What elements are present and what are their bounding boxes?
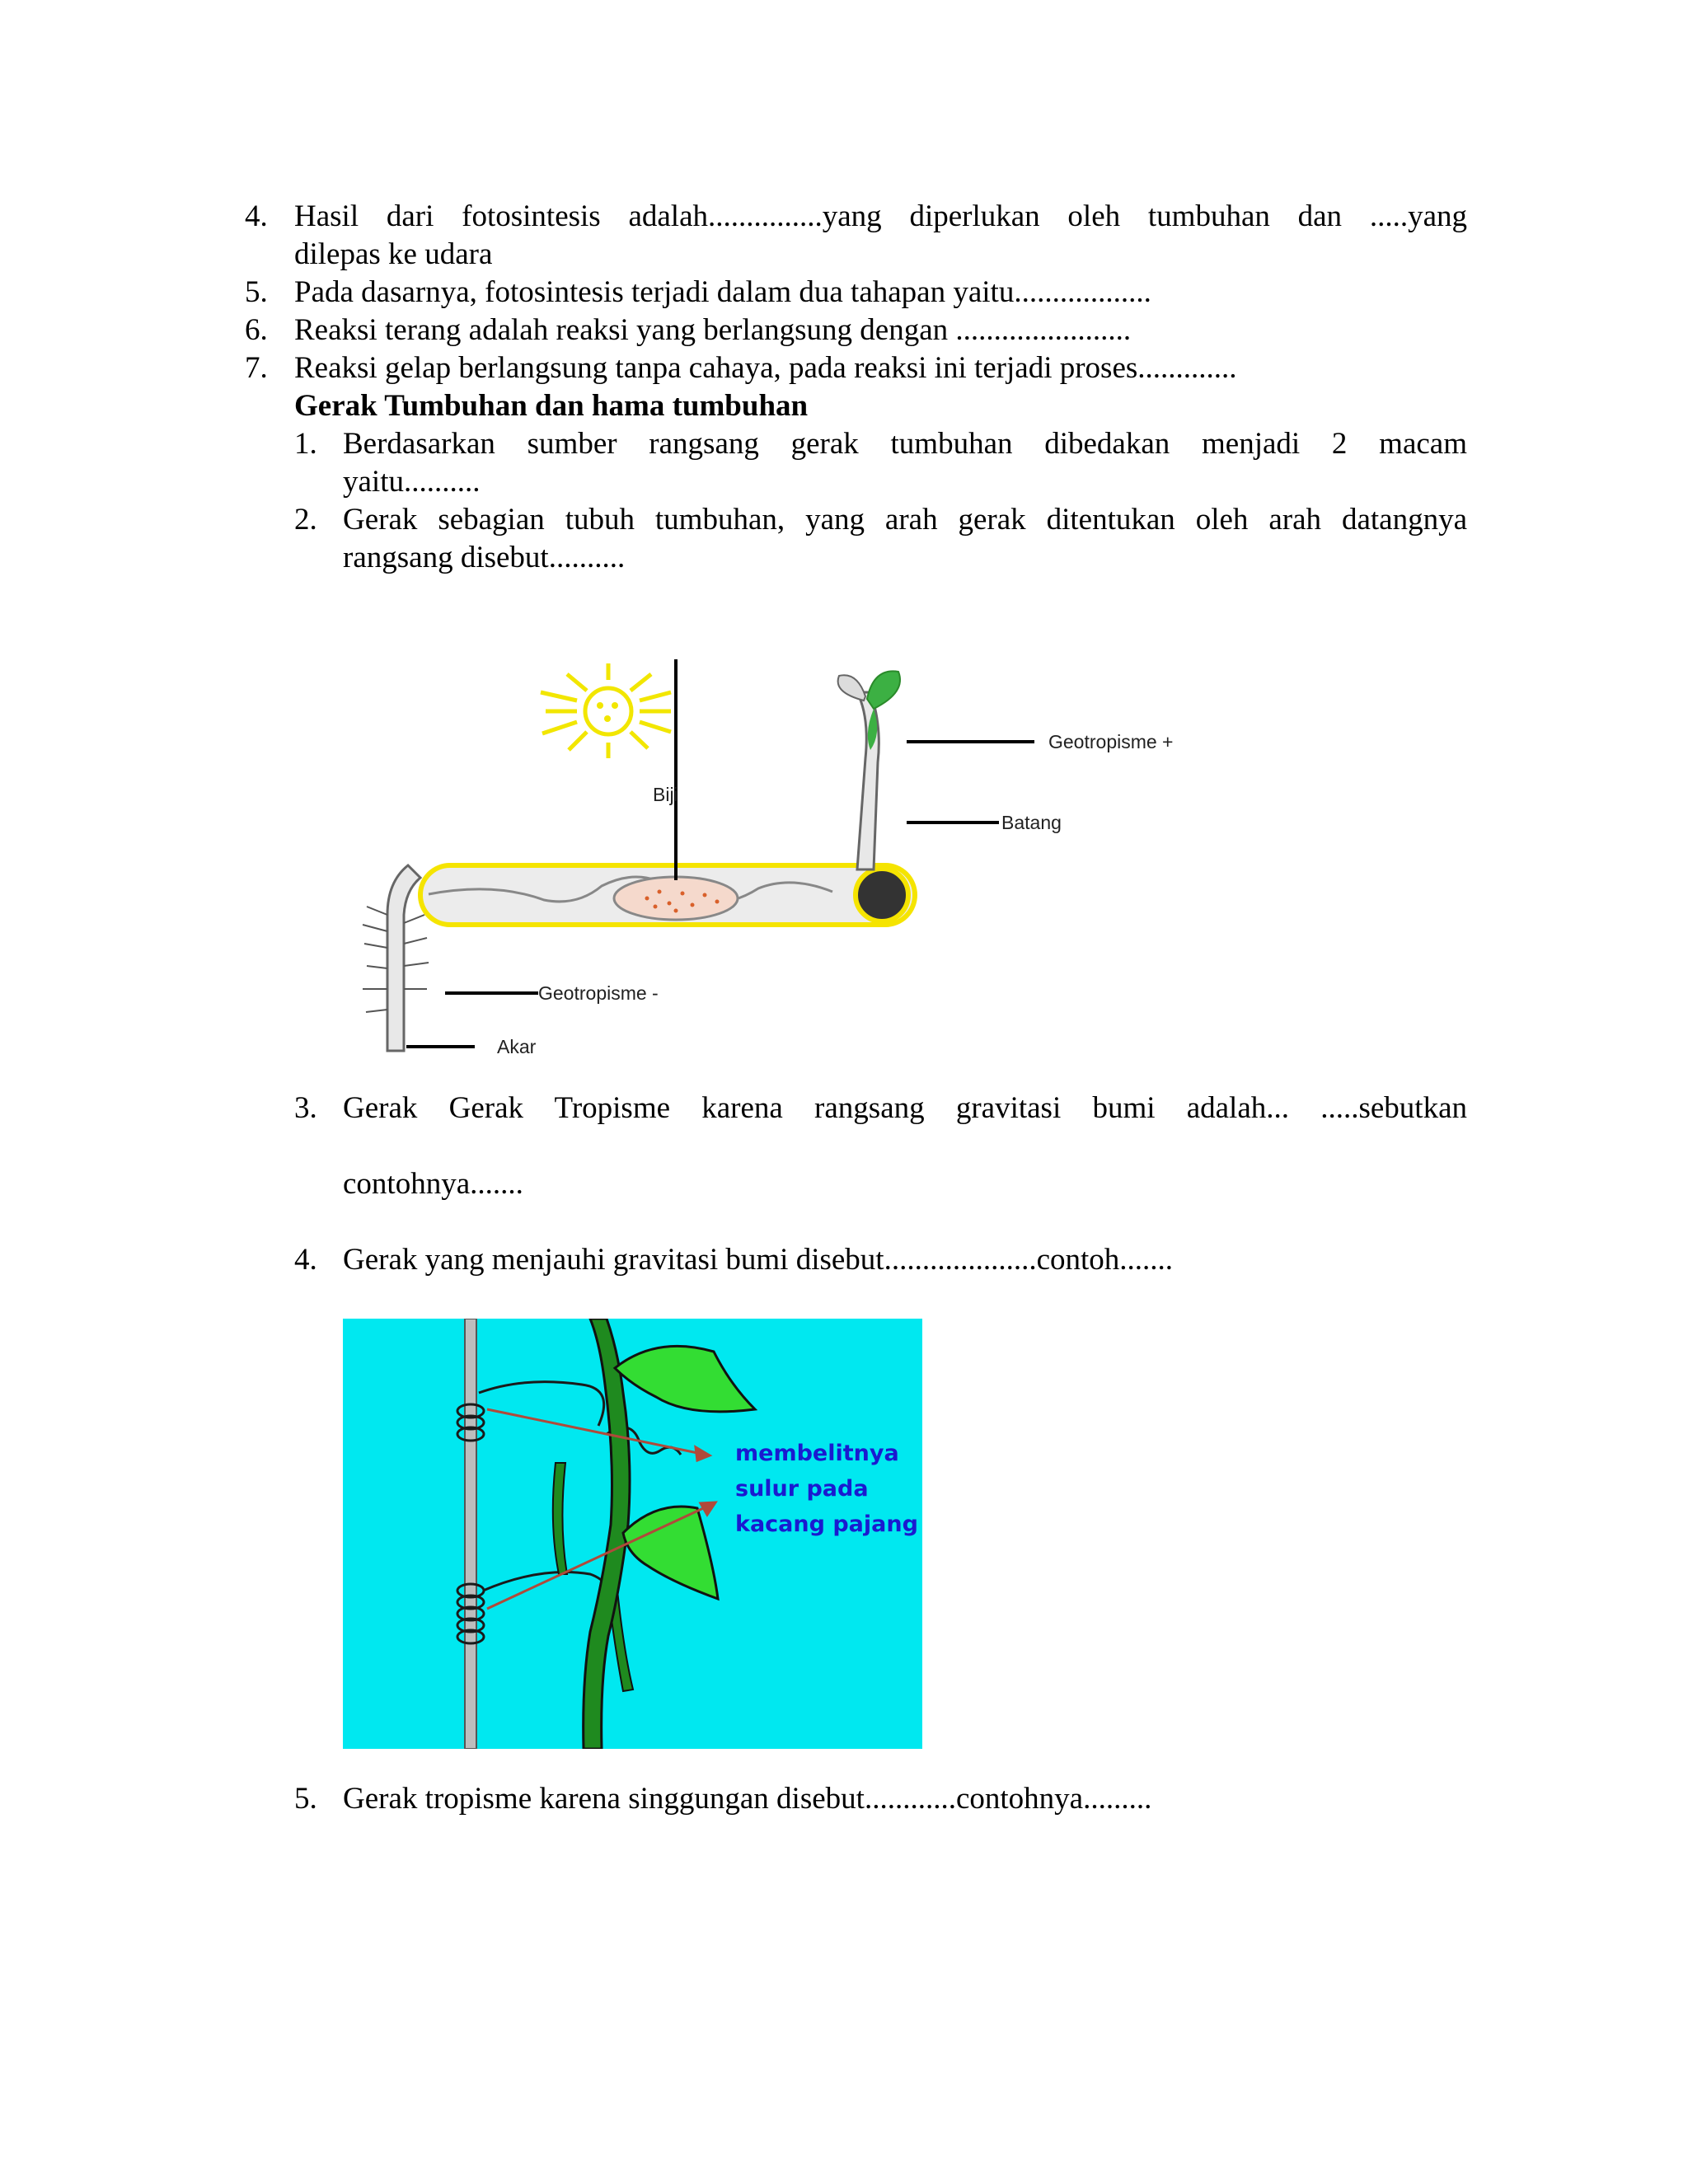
question-text: Pada dasarnya, fotosintesis terjadi dalam dua tahapan yaitu.................. [294,275,1151,309]
item-number: 5. [245,275,268,309]
tendril-illustration [343,1319,922,1749]
question-text: Berdasarkan sumber rangsang gerak tumbuhan dibedakan menjadi 2 macam [343,427,1467,461]
caption-line-1: membelitnya [735,1441,899,1466]
question-text-continued: rangsang disebut.......... [343,541,626,574]
question-text: Gerak Gerak Tropisme karena rangsang gravitasi bumi adalah... .....sebutkan [343,1091,1467,1125]
seed [614,877,738,920]
label-geotropism-positive: Geotropisme + [1048,731,1174,752]
caption-line-3: kacang pajang [735,1511,918,1537]
item-number: 1. [294,427,317,461]
root [387,865,420,1051]
caption-line-2: sulur pada [735,1476,869,1502]
item-number: 5. [294,1782,317,1816]
label-geotropism-negative: Geotropisme - [538,982,659,1004]
label-root: Akar [497,1036,537,1057]
item-number: 7. [245,351,268,385]
section-heading: Gerak Tumbuhan dan hama tumbuhan [294,389,809,423]
support-pole [465,1319,476,1749]
question-text: Gerak sebagian tubuh tumbuhan, yang arah gerak ditentukan oleh arah datangnya [343,503,1467,537]
item-number: 2. [294,503,317,537]
question-text-continued: contohnya....... [343,1167,523,1201]
item-number: 3. [294,1091,317,1125]
geotropism-diagram [330,659,1236,1071]
label-seed: Biji [653,784,678,805]
sun-icon [541,663,671,758]
question-text: Hasil dari fotosintesis adalah...............yang diperlukan oleh tumbuhan dan .....yang [294,199,1467,233]
question-text: Reaksi gelap berlangsung tanpa cahaya, pada reaksi ini terjadi proses............. [294,351,1237,385]
question-text: Gerak yang menjauhi gravitasi bumi disebut....................contoh....... [343,1243,1174,1277]
item-number: 4. [245,199,268,233]
question-text: Reaksi terang adalah reaksi yang berlangsung dengan ....................... [294,313,1132,347]
question-text: Gerak tropisme karena singgungan disebut............contohnya......... [343,1782,1152,1816]
question-text-continued: yaitu.......... [343,465,481,499]
label-stem: Batang [1001,812,1062,833]
item-number: 6. [245,313,268,347]
item-number: 4. [294,1243,317,1277]
question-text-continued: dilepas ke udara [294,237,493,271]
